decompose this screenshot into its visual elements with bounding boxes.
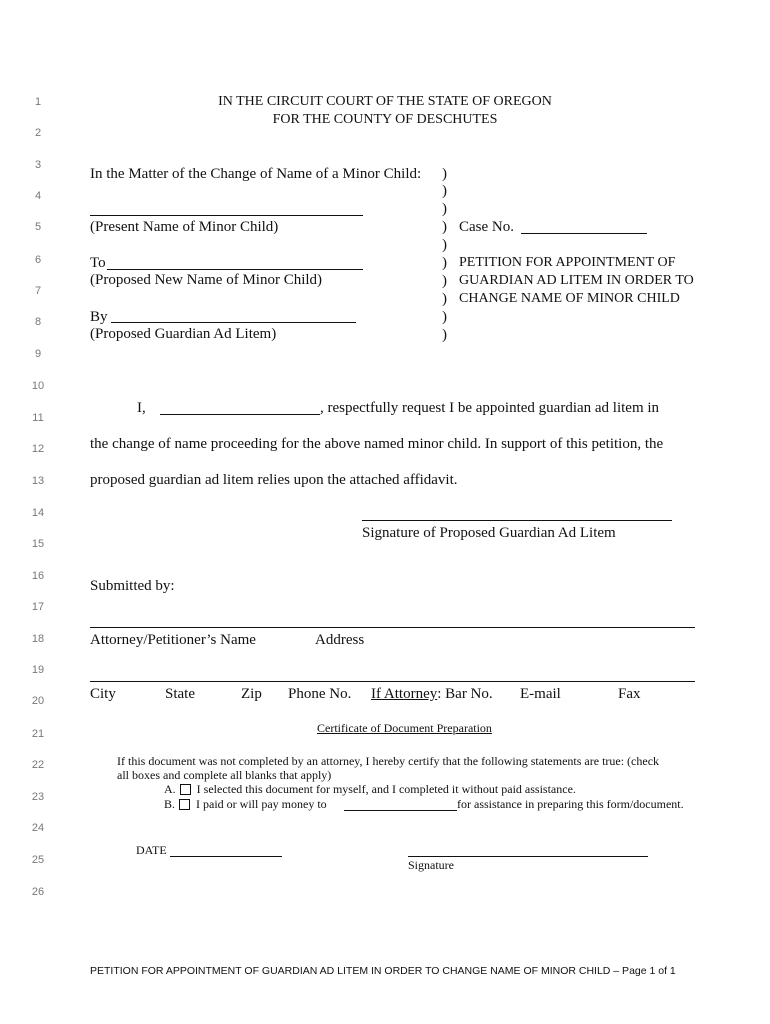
paren: ) — [442, 166, 447, 182]
line-number: 25 — [31, 854, 45, 866]
attorney-name-label: Attorney/Petitioner’s Name — [90, 632, 256, 648]
document-title-line3: CHANGE NAME OF MINOR CHILD — [459, 291, 680, 306]
line-number: 21 — [31, 728, 45, 740]
line-number: 7 — [34, 285, 42, 297]
date-blank[interactable] — [170, 856, 282, 857]
guardian-name-blank[interactable] — [111, 322, 356, 323]
paren: ) — [442, 255, 447, 271]
certificate-intro-line1: If this document was not completed by an attorney, I hereby certify that the following statements are true: (check — [117, 754, 660, 768]
present-name-label: (Present Name of Minor Child) — [90, 219, 279, 235]
by-label: By — [90, 309, 108, 325]
preparer-signature-line[interactable] — [408, 856, 648, 857]
page-footer: PETITION FOR APPOINTMENT OF GUARDIAN AD LITEM IN ORDER TO CHANGE NAME OF MINOR CHILD – Page 1 of 1 — [90, 965, 676, 977]
proposed-name-blank[interactable] — [107, 269, 363, 270]
submitted-by-label: Submitted by: — [90, 578, 175, 594]
paren: ) — [442, 237, 447, 253]
paren: ) — [442, 291, 447, 307]
line-number: 23 — [31, 791, 45, 803]
paren: ) — [442, 273, 447, 289]
petition-line1-end: , respectfully request I be appointed guardian ad litem in — [320, 400, 660, 416]
matter-heading: In the Matter of the Change of Name of a Minor Child: — [90, 166, 422, 182]
line-number: 12 — [31, 443, 45, 455]
option-a-text: I selected this document for myself, and I completed it without paid assistance. — [196, 782, 576, 796]
option-b-text-2: for assistance in preparing this form/document. — [457, 797, 684, 811]
line-number: 8 — [34, 316, 42, 328]
paren: ) — [442, 327, 447, 343]
line-number: 14 — [31, 507, 45, 519]
petitioner-name-blank[interactable] — [160, 414, 320, 415]
line-number: 17 — [31, 601, 45, 613]
paren: ) — [442, 183, 447, 199]
state-label: State — [165, 686, 195, 702]
address-label: Address — [315, 632, 365, 648]
city-label: City — [90, 686, 116, 702]
paren: ) — [442, 201, 447, 217]
option-a-letter: A. — [164, 782, 176, 796]
if-attorney-text: If Attorney — [371, 686, 438, 702]
case-no-label: Case No. — [459, 219, 514, 235]
certificate-intro-line2: all boxes and complete all blanks that apply) — [117, 768, 332, 782]
option-b-letter: B. — [164, 797, 176, 811]
option-a — [164, 782, 576, 797]
email-label: E-mail — [520, 686, 561, 702]
to-label: To — [90, 255, 106, 271]
document-title-line2: GUARDIAN AD LITEM IN ORDER TO — [459, 273, 694, 288]
phone-label: Phone No. — [288, 686, 352, 702]
certificate-title: Certificate of Document Preparation — [317, 721, 492, 735]
county-title: FOR THE COUNTY OF DESCHUTES — [272, 112, 498, 127]
line-number: 18 — [31, 633, 45, 645]
preparer-signature-label: Signature — [408, 858, 454, 872]
option-b-checkbox[interactable] — [179, 799, 190, 810]
line-number: 3 — [34, 159, 42, 171]
attorney-name-address-line[interactable] — [90, 627, 695, 628]
contact-info-line[interactable] — [90, 681, 695, 682]
court-title: IN THE CIRCUIT COURT OF THE STATE OF OREGON — [218, 94, 552, 109]
line-number: 15 — [31, 538, 45, 550]
line-number: 6 — [34, 254, 42, 266]
bar-no-text: : Bar No. — [437, 686, 493, 702]
present-name-blank[interactable] — [90, 215, 363, 216]
petition-line1-start: I, — [137, 400, 146, 416]
line-number: 13 — [31, 475, 45, 487]
line-number: 24 — [31, 822, 45, 834]
document-title-line1: PETITION FOR APPOINTMENT OF — [459, 255, 676, 270]
zip-label: Zip — [241, 686, 262, 702]
petition-line3: proposed guardian ad litem relies upon the attached affidavit. — [90, 472, 458, 488]
bar-no-label — [371, 686, 493, 703]
petition-line2: the change of name proceeding for the above named minor child. In support of this petition, the — [90, 436, 664, 452]
line-number: 10 — [31, 380, 45, 392]
case-no-blank[interactable] — [521, 233, 647, 234]
line-number: 16 — [31, 570, 45, 582]
line-number: 22 — [31, 759, 45, 771]
date-label: DATE — [136, 843, 167, 857]
option-b — [164, 797, 327, 812]
line-number: 5 — [34, 221, 42, 233]
paren: ) — [442, 309, 447, 325]
option-b-text-1: I paid or will pay money to — [196, 797, 327, 811]
line-number: 1 — [34, 96, 42, 108]
line-number: 20 — [31, 695, 45, 707]
line-number: 11 — [32, 412, 44, 424]
paid-preparer-blank[interactable] — [344, 810, 457, 811]
option-a-checkbox[interactable] — [180, 784, 191, 795]
line-number: 19 — [31, 664, 45, 676]
line-number: 9 — [34, 348, 42, 360]
paren: ) — [442, 219, 447, 235]
guardian-signature-line[interactable] — [362, 520, 672, 521]
line-number: 4 — [34, 190, 42, 202]
line-number: 2 — [34, 127, 42, 139]
line-number: 26 — [31, 886, 45, 898]
guardian-label: (Proposed Guardian Ad Litem) — [90, 326, 277, 342]
fax-label: Fax — [618, 686, 641, 702]
guardian-signature-label: Signature of Proposed Guardian Ad Litem — [362, 525, 616, 541]
proposed-name-label: (Proposed New Name of Minor Child) — [90, 272, 323, 288]
